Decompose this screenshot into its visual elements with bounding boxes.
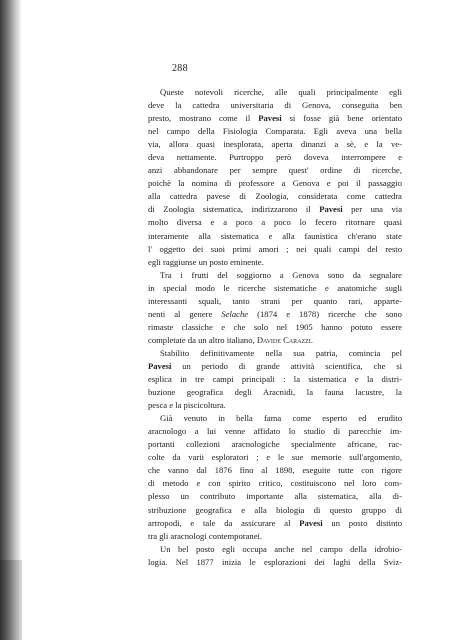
text-segment: Un bel posto egli occupa anche nel campo della idrobio- bbox=[160, 543, 402, 554]
text-line bbox=[148, 125, 402, 138]
author-name: Davide Carazzi bbox=[256, 334, 311, 345]
text-segment: deve la cattedra universitaria di Genova, conseguita ben bbox=[148, 100, 402, 111]
text-segment: interamente alla sistematica e alla faunistica ch'erano state bbox=[148, 230, 402, 241]
text-segment: di Zoologia sistematica, indirizzarono il bbox=[148, 204, 320, 215]
text-line bbox=[148, 112, 402, 125]
text-line bbox=[148, 86, 402, 99]
text-line bbox=[148, 334, 402, 347]
text-segment: interessanti squali, tanto strani per quanto rari, apparte- bbox=[148, 295, 402, 306]
text-line bbox=[148, 490, 402, 503]
text-segment: . bbox=[310, 334, 313, 345]
emphasized-name: Pavesi bbox=[319, 204, 343, 215]
text-segment: Tra i frutti del soggiorno a Genova sono da segnalare bbox=[160, 269, 402, 280]
text-segment: portanti collezioni aracnologiche specialmente africane, rac- bbox=[148, 439, 402, 450]
text-line bbox=[148, 425, 402, 438]
text-line bbox=[148, 203, 402, 216]
text-segment: anzi abbandonare per sempre quest' ordine di ricerche, bbox=[148, 165, 402, 176]
text-segment: l' oggetto dei suoi primi amori ; nei quali campi del resto bbox=[148, 243, 402, 254]
text-segment: plesso un contributo importante alla sistematica, alla di- bbox=[148, 491, 402, 502]
text-line bbox=[148, 282, 402, 295]
text-segment: in special modo le ricerche sistematiche e anatomiche sugli bbox=[148, 282, 402, 293]
text-segment: Già venuto in bella fama come esperto ed erudito bbox=[160, 413, 402, 424]
text-line bbox=[148, 230, 402, 243]
text-segment: un posto distinto bbox=[322, 517, 402, 528]
text-line bbox=[148, 269, 402, 282]
text-segment: aracnologo a lui venne affidato lo studio di parecchie im- bbox=[148, 426, 402, 437]
body-text bbox=[148, 86, 402, 569]
text-segment: Stabilito definitivamente nella sua patria, comincia pel bbox=[160, 347, 402, 358]
text-segment: esplica in tre campi principali : la sistematica e la distri- bbox=[148, 374, 402, 385]
italic-term: Selache bbox=[221, 308, 249, 319]
text-line bbox=[148, 504, 402, 517]
text-line bbox=[148, 543, 402, 556]
text-line bbox=[148, 412, 402, 425]
page-gutter-shadow bbox=[0, 0, 22, 640]
text-segment: molto diversa e a poco a poco lo fecero ritornare quasi bbox=[148, 217, 402, 228]
text-line bbox=[148, 451, 402, 464]
emphasized-name: Pavesi bbox=[299, 517, 323, 528]
text-line bbox=[148, 216, 402, 229]
text-segment: Queste notevoli ricerche, alle quali principalmente egli bbox=[160, 87, 402, 97]
text-segment: che vanno dal 1876 fino al 1898, eseguite tutte con rigore bbox=[148, 465, 402, 476]
emphasized-name: Pavesi bbox=[258, 113, 282, 124]
text-segment: di metodo e con spirito critico, costituiscono nel loro com- bbox=[148, 478, 402, 489]
text-line bbox=[148, 530, 402, 543]
text-segment: per una via bbox=[342, 204, 402, 215]
text-segment: nenti al genere bbox=[148, 308, 222, 319]
text-segment: deva nettamente. Purtroppo però doveva interrompere e bbox=[148, 152, 402, 163]
text-segment: tra gli aracnologi contemporanei. bbox=[148, 530, 263, 541]
text-line bbox=[148, 556, 402, 569]
text-line bbox=[148, 477, 402, 490]
text-segment: un periodo di grande attività scientifica, che si bbox=[171, 360, 402, 371]
text-segment: completate da un altro italiano, bbox=[148, 334, 257, 345]
text-segment: artropodi, e tale da assicurare al bbox=[148, 517, 300, 528]
text-line bbox=[148, 360, 402, 373]
text-segment: si fosse già bene orientato bbox=[281, 113, 402, 124]
text-segment: egli raggiunse un posto eminente. bbox=[148, 256, 264, 267]
text-line bbox=[148, 308, 402, 321]
text-line bbox=[148, 295, 402, 308]
text-segment: rimaste classiche e che solo nel 1905 hanno potuto essere bbox=[148, 321, 402, 332]
text-line bbox=[148, 438, 402, 451]
text-line bbox=[148, 517, 402, 530]
text-line bbox=[148, 99, 402, 112]
text-segment: alla cattedra pavese di Zoologia, considerata come cattedra bbox=[148, 191, 402, 202]
text-line bbox=[148, 321, 402, 334]
text-segment: poichè la nomina di professore a Genova e poi il passaggio bbox=[148, 178, 402, 189]
text-segment: colte da varii esploratori ; e le sue memorie sull'argomento, bbox=[148, 452, 402, 463]
text-segment: presto, mostrano come il bbox=[148, 113, 259, 124]
text-line bbox=[148, 177, 402, 190]
book-page bbox=[22, 0, 465, 640]
text-line bbox=[148, 138, 402, 151]
page-number: 288 bbox=[172, 63, 188, 74]
text-segment: (1874 e 1878) ricerche che sono bbox=[248, 308, 402, 319]
text-line bbox=[148, 347, 402, 360]
text-line bbox=[148, 164, 402, 177]
emphasized-name: Pavesi bbox=[148, 360, 172, 371]
text-segment: logia. Nel 1877 inizia le esplorazioni dei laghi della Sviz- bbox=[148, 556, 402, 567]
text-line bbox=[148, 399, 402, 412]
text-line bbox=[148, 190, 402, 203]
text-segment: nel campo della Fisiologia Comparata. Egli aveva una bella bbox=[148, 126, 402, 137]
text-segment: via, allora quasi inesplorata, aperta dinanzi a sè, e la ve- bbox=[148, 139, 402, 150]
text-line bbox=[148, 464, 402, 477]
text-line bbox=[148, 256, 402, 269]
text-line bbox=[148, 151, 402, 164]
text-segment: pesca e la piscicoltura. bbox=[148, 400, 226, 411]
text-line bbox=[148, 373, 402, 386]
text-line bbox=[148, 386, 402, 399]
text-segment: buzione geografica degli Aracnidi, la fauna lacustre, la bbox=[148, 387, 402, 398]
text-segment: stribuzione geografica e alla biologia di questo gruppo di bbox=[148, 504, 402, 515]
text-line bbox=[148, 243, 402, 256]
